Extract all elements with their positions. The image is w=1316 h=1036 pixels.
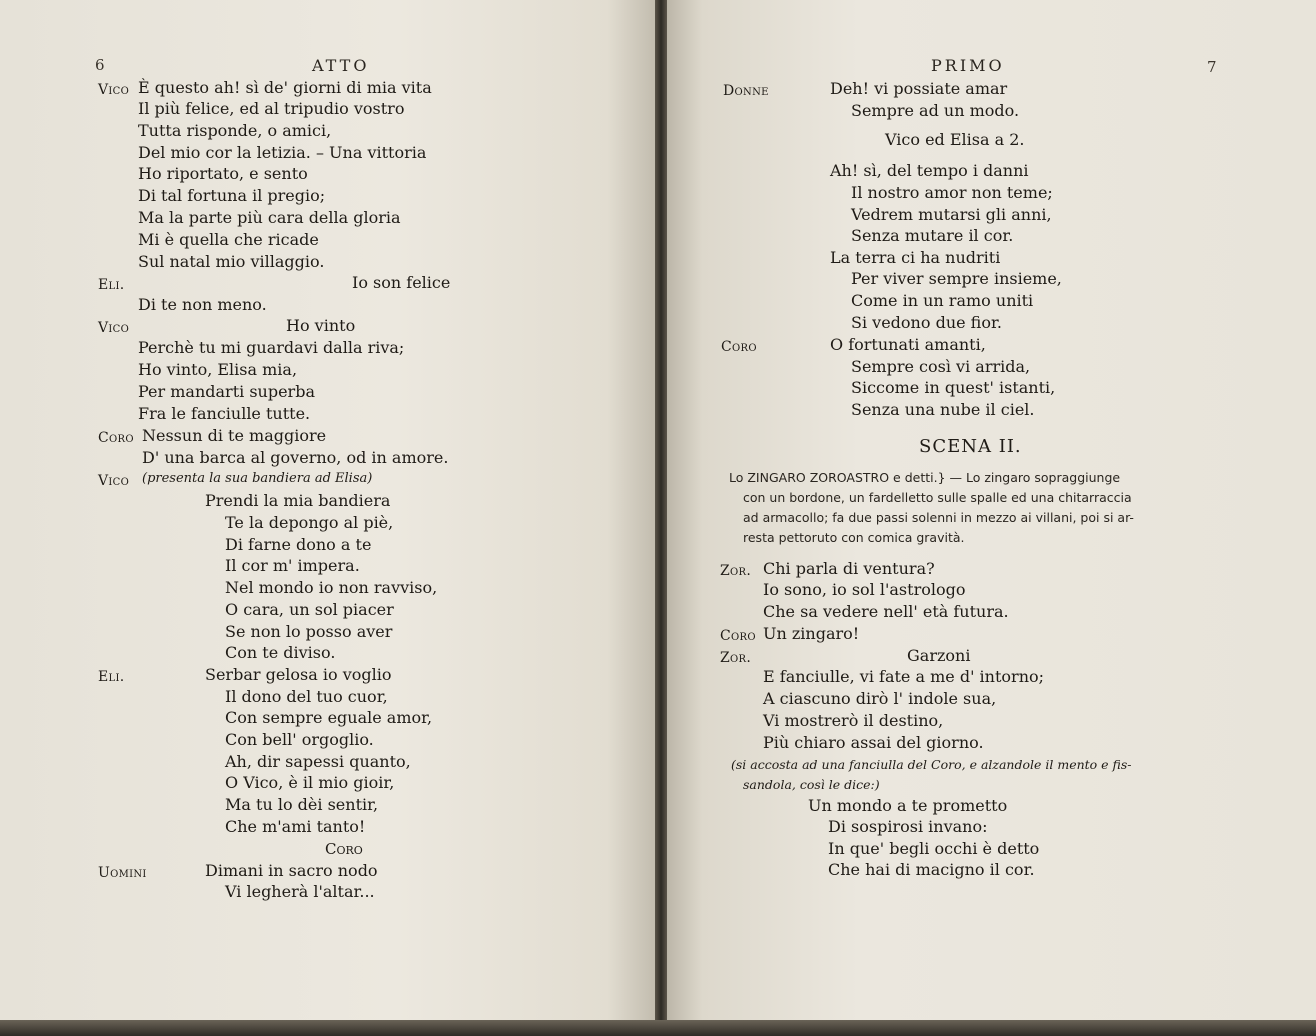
verse-line: Il più felice, ed al tripudio vostro	[138, 99, 405, 118]
speaker-label: Vico	[98, 320, 130, 336]
speaker-label: Zor.	[720, 650, 752, 666]
verse-line: Vedrem mutarsi gli anni,	[851, 205, 1052, 224]
verse-line: Dimani in sacro nodo	[205, 861, 378, 880]
verse-line: Nel mondo io non ravviso,	[225, 578, 438, 597]
verse-line: Si vedono due fior.	[851, 313, 1002, 332]
verse-line: Nessun di te maggiore	[142, 426, 327, 445]
verse-line: Io son felice	[352, 273, 451, 292]
verse-line: Il nostro amor non teme;	[851, 183, 1053, 202]
verse-line: Perchè tu mi guardavi dalla riva;	[138, 338, 405, 357]
book-gutter	[655, 0, 667, 1036]
verse-line: Vi legherà l'altar...	[225, 882, 375, 901]
verse-line: Siccome in quest' istanti,	[851, 378, 1056, 397]
stage-direction-line: resta pettoruto con comica gravità.	[743, 530, 965, 545]
verse-line: Sempre così vi arrida,	[851, 357, 1031, 376]
verse-line: Che hai di macigno il cor.	[828, 860, 1035, 879]
verse-line: Ah, dir sapessi quanto,	[225, 752, 411, 771]
verse-line: Con sempre eguale amor,	[225, 708, 433, 727]
verse-line: Più chiaro assai del giorno.	[763, 733, 984, 752]
verse-line: Senza una nube il ciel.	[851, 400, 1035, 419]
right-page	[663, 0, 1316, 1024]
verse-line: Un zingaro!	[763, 624, 860, 643]
verse-line: Prendi la mia bandiera	[205, 491, 391, 510]
verse-line: Il dono del tuo cuor,	[225, 687, 388, 706]
verse-line: Tutta risponde, o amici,	[138, 121, 332, 140]
verse-line: In que' begli occhi è detto	[828, 839, 1040, 858]
verse-line: Vico ed Elisa a 2.	[885, 130, 1025, 149]
verse-line: È questo ah! sì de' giorni di mia vita	[138, 78, 432, 97]
speaker-label: Uomini	[98, 865, 147, 881]
verse-line: Serbar gelosa io voglio	[205, 665, 392, 684]
stage-direction: (si accosta ad una fanciulla del Coro, e alzandole il mento e fis-	[731, 757, 1132, 772]
verse-line: Con bell' orgoglio.	[225, 730, 374, 749]
stage-direction: (presenta la sua bandiera ad Elisa)	[142, 471, 373, 486]
verse-line: Sul natal mio villaggio.	[138, 252, 325, 271]
verse-line: Ma tu lo dèi sentir,	[225, 795, 379, 814]
verse-line: Che m'ami tanto!	[225, 817, 366, 836]
right-page-number: 7	[1207, 58, 1217, 76]
verse-line: Mi è quella che ricade	[138, 230, 319, 249]
verse-line: Di farne dono a te	[225, 535, 372, 554]
verse-line: La terra ci ha nudriti	[830, 248, 1001, 267]
verse-line: Ho vinto	[286, 316, 356, 335]
verse-line: Un mondo a te prometto	[808, 796, 1008, 815]
verse-line: O Vico, è il mio gioir,	[225, 773, 395, 792]
page-bottom-edge	[0, 1020, 1316, 1036]
verse-line: Con te diviso.	[225, 643, 336, 662]
verse-line: Se non lo posso aver	[225, 622, 393, 641]
speaker-label: Vico	[98, 82, 130, 98]
chorus-heading: Coro	[325, 840, 363, 858]
stage-direction: sandola, così le dice:)	[743, 777, 880, 792]
verse-line: Il cor m' impera.	[225, 556, 360, 575]
verse-line: Garzoni	[907, 646, 971, 665]
verse-line: Che sa vedere nell' età futura.	[763, 602, 1009, 621]
verse-line: Io sono, io sol l'astrologo	[763, 580, 966, 599]
verse-line: Ho vinto, Elisa mia,	[138, 360, 298, 379]
verse-line: Per viver sempre insieme,	[851, 269, 1062, 288]
verse-line: Te la depongo al piè,	[225, 513, 394, 532]
left-running-head: ATTO	[312, 56, 370, 75]
verse-line: Deh! vi possiate amar	[830, 79, 1008, 98]
verse-line: Di sospirosi invano:	[828, 817, 988, 836]
speaker-label: Coro	[720, 628, 756, 644]
verse-line: E fanciulle, vi fate a me d' intorno;	[763, 667, 1045, 686]
stage-direction-line: ad armacollo; fa due passi solenni in mezzo ai villani, poi si ar-	[743, 510, 1134, 525]
speaker-label: Eli.	[98, 669, 125, 685]
verse-line: Del mio cor la letizia. – Una vittoria	[138, 143, 427, 162]
speaker-label: Vico	[98, 473, 130, 489]
verse-line: Di tal fortuna il pregio;	[138, 186, 326, 205]
stage-direction-line: con un bordone, un fardelletto sulle spalle ed una chitarraccia	[743, 490, 1132, 505]
speaker-label: Eli.	[98, 277, 125, 293]
speaker-label: Coro	[98, 430, 134, 446]
verse-line: O cara, un sol piacer	[225, 600, 394, 619]
verse-line: Ho riportato, e sento	[138, 164, 308, 183]
verse-line: Come in un ramo uniti	[851, 291, 1034, 310]
verse-line: Di te non meno.	[138, 295, 267, 314]
verse-line: Vi mostrerò il destino,	[763, 711, 944, 730]
right-running-head: PRIMO	[931, 56, 1005, 75]
left-page-number: 6	[95, 56, 105, 74]
verse-line: A ciascuno dirò l' indole sua,	[763, 689, 997, 708]
speaker-label: Coro	[721, 339, 757, 355]
speaker-label: Zor.	[720, 563, 752, 579]
verse-line: Fra le fanciulle tutte.	[138, 404, 311, 423]
verse-line: D' una barca al governo, od in amore.	[142, 448, 449, 467]
verse-line: Senza mutare il cor.	[851, 226, 1014, 245]
stage-direction-line: Lo ZINGARO ZOROASTRO e detti.} — Lo zingaro sopraggiunge	[729, 470, 1121, 485]
scene-title: SCENA II.	[919, 436, 1022, 457]
verse-line: Chi parla di ventura?	[763, 559, 935, 578]
verse-line: Sempre ad un modo.	[851, 101, 1020, 120]
speaker-label: Donne	[723, 83, 769, 99]
verse-line: O fortunati amanti,	[830, 335, 986, 354]
verse-line: Ma la parte più cara della gloria	[138, 208, 401, 227]
verse-line: Per mandarti superba	[138, 382, 315, 401]
left-page	[0, 0, 660, 1024]
verse-line: Ah! sì, del tempo i danni	[830, 161, 1029, 180]
